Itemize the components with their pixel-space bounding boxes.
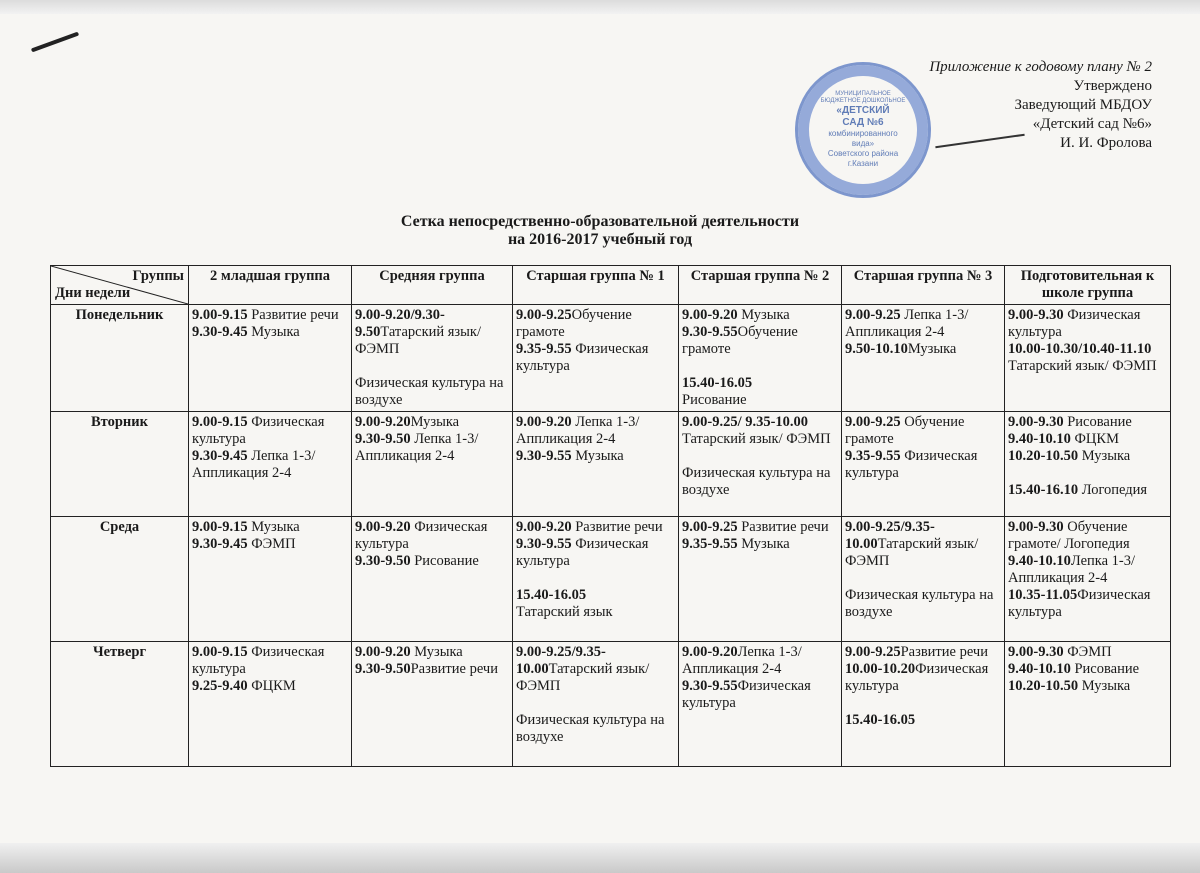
time-slot: 9.00-9.30 (1008, 307, 1064, 323)
activity: Лепка 1-3/ Аппликация 2-4 (1008, 553, 1136, 586)
time-slot: 9.00-9.30 (1008, 519, 1064, 535)
activity: ФЦКМ (1070, 431, 1119, 447)
time-slot: 9.35-9.55 (682, 536, 738, 552)
activity: Музыка (1078, 448, 1131, 464)
time-slot: 10.00-10.30/10.40-11.10 (1008, 341, 1152, 357)
activity: Развитие речи (571, 519, 663, 535)
schedule-cell (842, 517, 1005, 642)
schedule-cell (189, 412, 352, 517)
approver-position: Заведующий МБДОУ (1014, 97, 1152, 113)
schedule-cell (1005, 412, 1171, 517)
time-slot: 9.00-9.15 (192, 644, 248, 660)
time-slot: 9.30-9.55 (682, 324, 738, 340)
time-slot: 9.00-9.15 (192, 414, 248, 430)
activity: Музыка (410, 644, 463, 660)
time-slot: 9.00-9.25 (845, 414, 901, 430)
activity: Музыка (571, 448, 624, 464)
time-slot: 9.00-9.15 (192, 307, 248, 323)
activity: Обучение грамоте (682, 324, 798, 357)
activity: Физическая культура (192, 644, 325, 677)
group-header: 2 младшая группа (189, 266, 352, 305)
schedule-cell (1005, 305, 1171, 412)
corner-cell (51, 266, 189, 305)
stamp-ring-text: МУНИЦИПАЛЬНОЕ БЮДЖЕТНОЕ ДОШКОЛЬНОЕ (820, 91, 906, 104)
schedule-cell (189, 305, 352, 412)
activity: Развитие речи (737, 519, 829, 535)
time-slot: 9.35-9.55 (516, 341, 572, 357)
schedule-cell (842, 412, 1005, 517)
activity: Обучение грамоте (516, 307, 632, 340)
group-header: Старшая группа № 2 (679, 266, 842, 305)
activity: Развитие речи (410, 661, 498, 677)
activity: Музыка (737, 536, 790, 552)
document-subtitle: на 2016-2017 учебный год (507, 231, 693, 248)
day-label: Понедельник (51, 305, 189, 412)
time-slot: 9.30-9.45 (192, 324, 248, 340)
activity: Рисование (410, 553, 479, 569)
time-slot: 9.40-10.10 (1008, 431, 1071, 447)
schedule-cell (189, 517, 352, 642)
time-slot: 9.00-9.20 (682, 644, 738, 660)
day-label: Среда (51, 517, 189, 642)
scan-edge-bottom (0, 843, 1200, 873)
time-slot: 9.00-9.20 (516, 414, 572, 430)
stamp-line-2: САД №6 (842, 117, 884, 128)
stamp-line-4: вида» (851, 139, 875, 148)
time-slot: 9.00-9.20 (516, 519, 572, 535)
time-slot: 15.40-16.10 (1008, 482, 1079, 498)
time-slot: 9.00-9.30 (1008, 644, 1064, 660)
time-slot: 9.30-9.55 (682, 678, 738, 694)
stamp-line-1: «ДЕТСКИЙ (836, 105, 890, 116)
time-slot: 9.35-9.55 (845, 448, 901, 464)
activity: Лепка 1-3/ Аппликация 2-4 (682, 644, 802, 677)
activity: ФЭМП (247, 536, 296, 552)
activity: Физическая культура (845, 448, 978, 481)
activity: Физическая культура на воздухе (516, 712, 665, 745)
activity: Татарский язык (516, 604, 613, 620)
time-slot: 9.00-9.25/ 9.35-10.00 (682, 414, 809, 430)
group-header: Старшая группа № 3 (842, 266, 1005, 305)
time-slot: 9.00-9.25 (516, 307, 572, 323)
appendix-note: Приложение к годовому плану № 2 (929, 59, 1152, 75)
approval-block (860, 58, 1152, 153)
group-header: Подготовительная к школе группа (1005, 266, 1171, 305)
activity: ФЦКМ (247, 678, 296, 694)
activity: Физическая культура на воздухе (682, 465, 831, 498)
activity: Музыка (907, 341, 957, 357)
activity: Лепка 1-3/ Аппликация 2-4 (516, 414, 640, 447)
group-header: Средняя группа (352, 266, 513, 305)
schedule-cell (513, 305, 679, 412)
time-slot: 9.40-10.10 (1008, 661, 1071, 677)
activity: Развитие речи (900, 644, 988, 660)
schedule-cell (352, 305, 513, 412)
corner-days-label: Дни недели (55, 285, 131, 301)
activity: Физическая культура (1008, 587, 1151, 620)
activity: Татарский язык/ ФЭМП (1008, 358, 1157, 374)
activity: Физическая культура на воздухе (845, 587, 994, 620)
table-row (51, 412, 1171, 517)
time-slot: 9.00-9.20 (355, 519, 411, 535)
activity: Лепка 1-3/ Аппликация 2-4 (845, 307, 969, 340)
schedule-cell (352, 642, 513, 767)
time-slot: 9.30-9.45 (192, 536, 248, 552)
stamp-line-5: Советского района (827, 149, 899, 158)
activity: Физическая культура (682, 678, 811, 711)
time-slot: 9.50-10.10 (845, 341, 908, 357)
organization-name: «Детский сад №6» (1032, 116, 1152, 132)
time-slot: 9.30-9.55 (516, 448, 572, 464)
time-slot: 15.40-16.05 (682, 375, 753, 391)
schedule-cell (513, 412, 679, 517)
group-header: Старшая группа № 1 (513, 266, 679, 305)
time-slot: 9.00-9.20/9.30-9.50 (355, 307, 445, 340)
time-slot: 9.00-9.30 (1008, 414, 1064, 430)
time-slot: 9.00-9.20 (355, 414, 411, 430)
time-slot: 9.00-9.15 (192, 519, 248, 535)
time-slot: 10.20-10.50 (1008, 448, 1079, 464)
schedule-cell (679, 412, 842, 517)
day-label: Вторник (51, 412, 189, 517)
time-slot: 9.30-9.50 (355, 553, 411, 569)
activity: Татарский язык/ ФЭМП (682, 431, 831, 447)
time-slot: 9.00-9.25 (845, 644, 901, 660)
stamp-line-3: комбинированного (828, 129, 898, 138)
activity: Музыка (1078, 678, 1131, 694)
activity: Логопедия (1078, 482, 1148, 498)
activity: Рисование (1070, 661, 1140, 677)
activity: Музыка (247, 324, 300, 340)
activity: Татарский язык/ ФЭМП (355, 324, 481, 357)
time-slot: 9.00-9.25/9.35-10.00 (845, 519, 935, 552)
time-slot: 9.30-9.50 (355, 431, 411, 447)
table-header-row (51, 266, 1171, 305)
activity: Физическая культура (516, 536, 649, 569)
time-slot: 15.40-16.05 (845, 712, 916, 728)
table-row (51, 517, 1171, 642)
time-slot: 10.20-10.50 (1008, 678, 1079, 694)
activity: ФЭМП (1063, 644, 1112, 660)
activity: Татарский язык/ ФЭМП (845, 536, 979, 569)
time-slot: 10.00-10.20 (845, 661, 916, 677)
day-label: Четверг (51, 642, 189, 767)
activity: Физическая культура (192, 414, 325, 447)
schedule-cell (352, 412, 513, 517)
schedule-table (50, 265, 1171, 767)
activity: Татарский язык/ ФЭМП (516, 661, 650, 694)
activity: Обучение грамоте (845, 414, 965, 447)
activity: Физическая культура (1008, 307, 1141, 340)
time-slot: 9.25-9.40 (192, 678, 248, 694)
approver-name: И. И. Фролова (1060, 135, 1152, 151)
time-slot: 15.40-16.05 (516, 587, 587, 603)
activity: Физическая культура на воздухе (355, 375, 504, 408)
time-slot: 9.00-9.25/9.35-10.00 (516, 644, 606, 677)
activity: Рисование (682, 392, 747, 408)
time-slot: 9.00-9.25 (682, 519, 738, 535)
activity: Физическая культура (355, 519, 488, 552)
document-title: Сетка непосредственно-образовательной деятельности (400, 213, 800, 230)
time-slot: 9.30-9.50 (355, 661, 411, 677)
schedule-cell (513, 517, 679, 642)
schedule-cell (1005, 517, 1171, 642)
activity: Лепка 1-3/ Аппликация 2-4 (192, 448, 316, 481)
stamp-line-6: г.Казани (847, 159, 879, 168)
time-slot: 9.00-9.25 (845, 307, 901, 323)
time-slot: 9.40-10.10 (1008, 553, 1071, 569)
activity: Физическая культура (845, 661, 989, 694)
schedule-cell (679, 642, 842, 767)
time-slot: 9.30-9.45 (192, 448, 248, 464)
activity: Музыка (737, 307, 790, 323)
schedule-cell (352, 517, 513, 642)
activity: Лепка 1-3/ Аппликация 2-4 (355, 431, 479, 464)
schedule-cell (189, 642, 352, 767)
corner-groups-label: Группы (132, 268, 184, 284)
activity: Музыка (410, 414, 460, 430)
activity: Физическая культура (516, 341, 649, 374)
table-row (51, 642, 1171, 767)
time-slot: 9.30-9.55 (516, 536, 572, 552)
schedule-cell (842, 305, 1005, 412)
activity: Рисование (1063, 414, 1132, 430)
table-row (51, 305, 1171, 412)
approved-label: Утверждено (1073, 78, 1152, 94)
time-slot: 10.35-11.05 (1008, 587, 1078, 603)
schedule-cell (513, 642, 679, 767)
pen-mark (31, 32, 79, 53)
schedule-cell (842, 642, 1005, 767)
schedule-cell (679, 517, 842, 642)
scan-edge-top (0, 0, 1200, 14)
activity: Развитие речи (247, 307, 339, 323)
time-slot: 9.00-9.20 (682, 307, 738, 323)
schedule-cell (679, 305, 842, 412)
activity: Обучение грамоте/ Логопедия (1008, 519, 1130, 552)
schedule-cell (1005, 642, 1171, 767)
time-slot: 9.00-9.20 (355, 644, 411, 660)
activity: Музыка (247, 519, 300, 535)
